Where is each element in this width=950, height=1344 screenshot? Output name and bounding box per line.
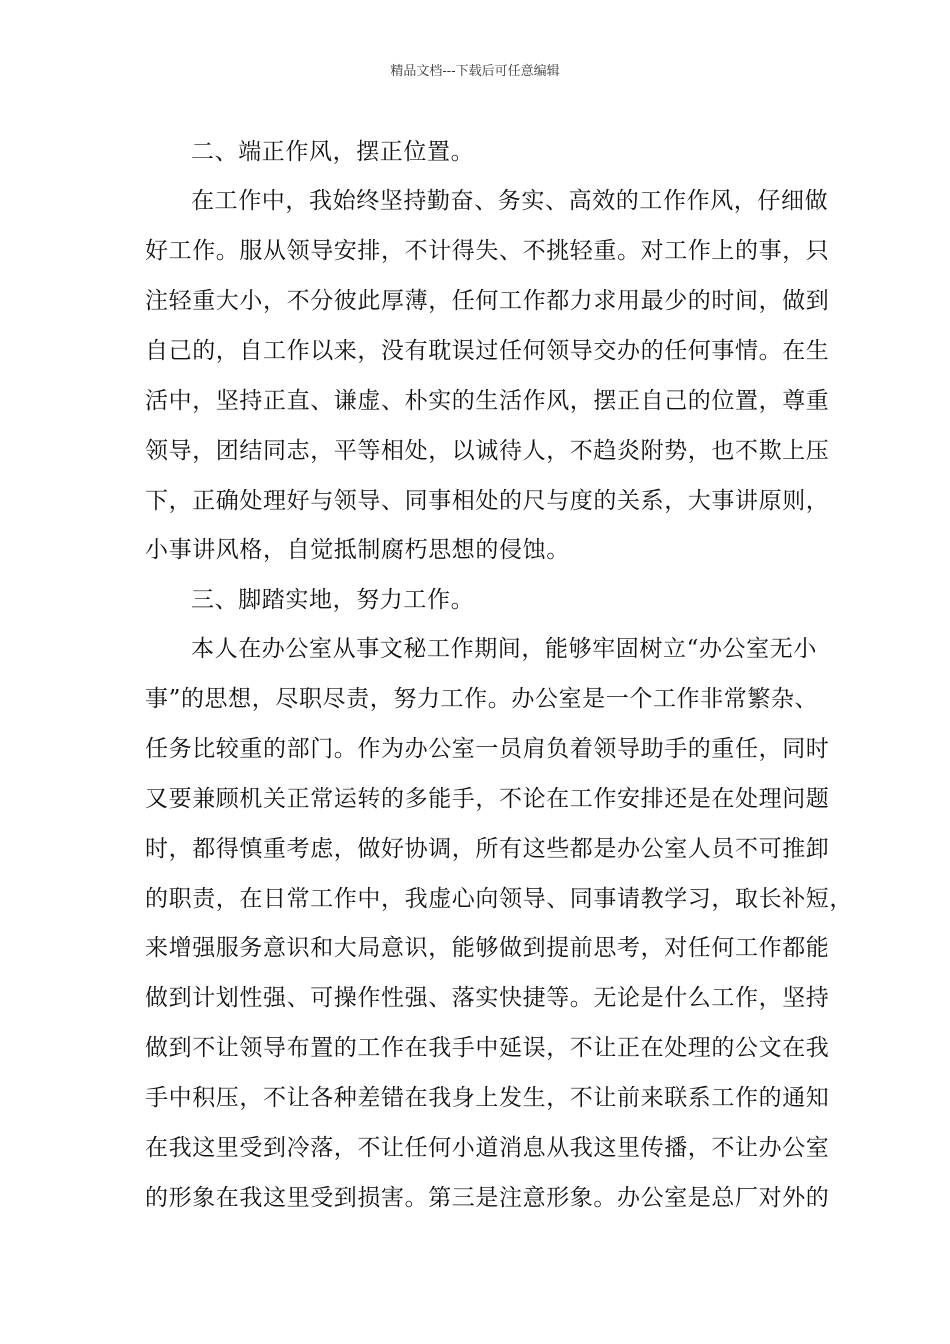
text-line: 下，正确处理好与领导、同事相处的尺与度的关系，大事讲原则， bbox=[145, 488, 830, 514]
text-line: 做到不让领导布置的工作在我手中延误，不让正在处理的公文在我 bbox=[145, 1035, 830, 1061]
text-line: 又要兼顾机关正常运转的多能手，不论在工作安排还是在处理问题 bbox=[145, 786, 830, 812]
text-line: 在工作中，我始终坚持勤奋、务实、高效的工作作风，仔细做 bbox=[191, 188, 829, 214]
text-line: 活中，坚持正直、谦虚、朴实的生活作风，摆正自己的位置，尊重 bbox=[145, 388, 830, 414]
text-line: 小事讲风格，自觉抵制腐朽思想的侵蚀。 bbox=[145, 537, 570, 563]
text-line: 事”的思想，尽职尽责，努力工作。办公室是一个工作非常繁杂、 bbox=[145, 686, 819, 712]
text-line: 时，都得慎重考虑，做好协调，所有这些都是办公室人员不可推卸 bbox=[145, 836, 830, 862]
text-line: 注轻重大小，不分彼此厚薄，任何工作都力求用最少的时间，做到 bbox=[145, 288, 830, 314]
section-heading: 三、脚踏实地，努力工作。 bbox=[191, 587, 475, 613]
text-line: 手中积压，不让各种差错在我身上发生，不让前来联系工作的通知 bbox=[145, 1085, 830, 1111]
text-line: 的形象在我这里受到损害。第三是注意形象。办公室是总厂对外的 bbox=[145, 1185, 830, 1211]
page-header: 精品文档---下载后可任意编辑 bbox=[390, 64, 560, 79]
text-line: 自己的，自工作以来，没有耽误过任何领导交办的任何事情。在生 bbox=[145, 338, 830, 364]
text-line: 在我这里受到冷落，不让任何小道消息从我这里传播，不让办公室 bbox=[145, 1135, 830, 1161]
text-line: 的职责，在日常工作中，我虚心向领导、同事请教学习，取长补短， bbox=[145, 886, 853, 912]
text-line: 好工作。服从领导安排，不计得失、不挑轻重。对工作上的事，只 bbox=[145, 238, 830, 264]
text-line: 本人在办公室从事文秘工作期间，能够牢固树立“办公室无小 bbox=[191, 636, 817, 662]
section-heading: 二、端正作风，摆正位置。 bbox=[191, 139, 475, 165]
text-line: 领导，团结同志，平等相处，以诚待人，不趋炎附势，也不欺上压 bbox=[145, 438, 830, 464]
text-line: 来增强服务意识和大局意识，能够做到提前思考，对任何工作都能 bbox=[145, 935, 830, 961]
text-line: 任务比较重的部门。作为办公室一员肩负着领导助手的重任，同时 bbox=[145, 736, 830, 762]
text-line: 做到计划性强、可操作性强、落实快捷等。无论是什么工作，坚持 bbox=[145, 985, 830, 1011]
